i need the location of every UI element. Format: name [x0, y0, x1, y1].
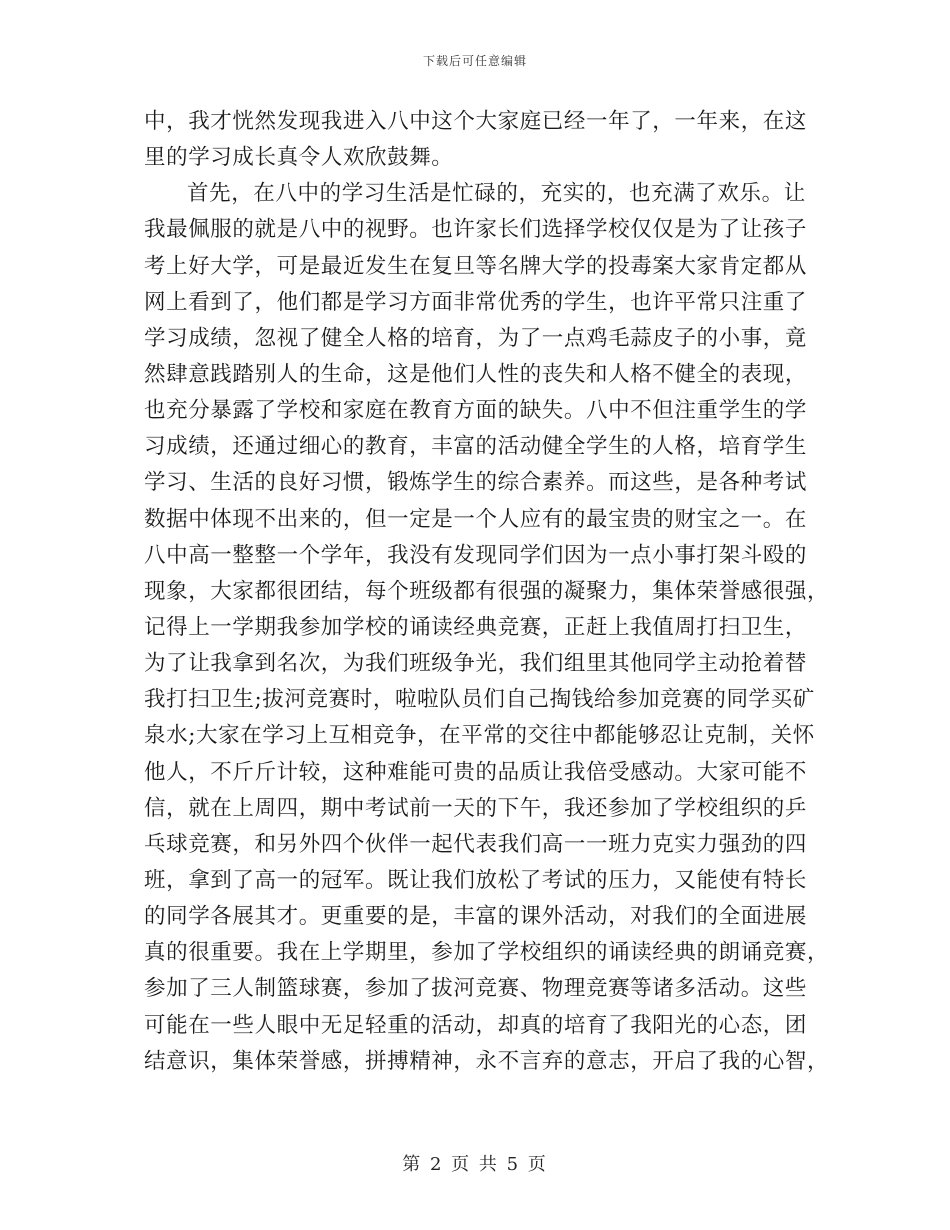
body-text [144, 104, 830, 1080]
text-line: 里的学习成长真令人欢欣鼓舞。 [144, 145, 454, 171]
text-line: 数据中体现不出来的，但一定是一个人应有的最宝贵的财宝之一。在 [144, 506, 808, 532]
text-line: 他人，不斤斤计较，这种难能可贵的品质让我倍受感动。大家可能不 [144, 759, 808, 785]
text-line: 真的很重要。我在上学期里，参加了学校组织的诵读经典的朗诵竞赛， [144, 940, 830, 966]
text-line: 我打扫卫生;拔河竞赛时，啦啦队员们自己掏钱给参加竞赛的同学买矿 [144, 687, 815, 713]
text-line: 的同学各展其才。更重要的是，丰富的课外活动，对我们的全面进展 [144, 904, 808, 930]
text-line: 考上好大学，可是最近发生在复旦等名牌大学的投毒案大家肯定都从 [144, 253, 808, 279]
text-line: 为了让我拿到名次，为我们班级争光，我们组里其他同学主动抢着替 [144, 651, 808, 677]
text-line: 八中高一整整一个学年，我没有发现同学们因为一点小事打架斗殴的 [144, 542, 808, 568]
text-line: 中，我才恍然发现我进入八中这个大家庭已经一年了，一年来，在这 [144, 109, 808, 134]
text-line: 记得上一学期我参加学校的诵读经典竞赛，正赶上我值周打扫卫生， [144, 614, 808, 640]
text-line: 乓球竞赛，和另外四个伙伴一起代表我们高一一班力克实力强劲的四 [144, 831, 808, 857]
text-line: 我最佩服的就是八中的视野。也许家长们选择学校仅仅是为了让孩子 [144, 217, 808, 243]
text-line: 也充分暴露了学校和家庭在教育方面的缺失。八中不但注重学生的学 [144, 398, 808, 424]
text-line: 班，拿到了高一的冠军。既让我们放松了考试的压力，又能使有特长 [144, 867, 808, 893]
text-line: 网上看到了，他们都是学习方面非常优秀的学生，也许平常只注重了 [144, 289, 808, 315]
text-line: 现象，大家都很团结，每个班级都有很强的凝聚力，集体荣誉感很强， [144, 578, 830, 604]
text-line: 结意识，集体荣誉感，拼搏精神，永不言弃的意志，开启了我的心智， [144, 1048, 830, 1074]
text-line: 首先，在八中的学习生活是忙碌的，充实的，也充满了欢乐。让 [187, 181, 806, 207]
text-line: 学习成绩，忽视了健全人格的培育，为了一点鸡毛蒜皮子的小事，竟 [144, 325, 808, 351]
text-line: 习成绩，还通过细心的教育，丰富的活动健全学生的人格，培育学生 [144, 434, 808, 460]
text-line: 泉水;大家在学习上互相竞争，在平常的交往中都能够忍让克制，关怀 [144, 723, 815, 749]
text-line: 学习、生活的良好习惯，锻炼学生的综合素养。而这些，是各种考试 [144, 470, 808, 496]
page-footer: 第 2 页 共 5 页 [402, 1154, 548, 1175]
text-line: 参加了三人制篮球赛，参加了拔河竞赛、物理竞赛等诸多活动。这些 [144, 976, 808, 1002]
text-line: 可能在一些人眼中无足轻重的活动，却真的培育了我阳光的心态，团 [144, 1012, 808, 1038]
page-header: 下载后可任意编辑 [422, 54, 527, 68]
text-line: 信，就在上周四，期中考试前一天的下午，我还参加了学校组织的乒 [144, 795, 808, 821]
text-line: 然肆意践踏别人的生命，这是他们人性的丧失和人格不健全的表现， [144, 361, 808, 387]
